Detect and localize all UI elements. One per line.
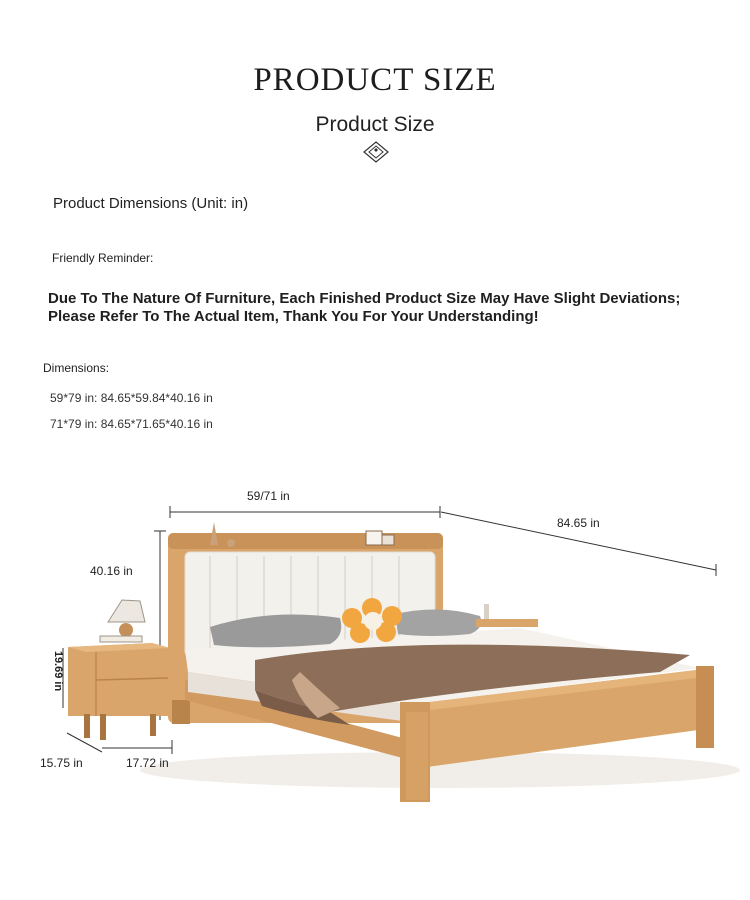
diamond-ornament-icon — [363, 141, 389, 163]
bed-illustration — [0, 470, 750, 820]
dimension-row-71x79: 71*79 in: 84.65*71.65*40.16 in — [50, 417, 213, 431]
reminder-label: Friendly Reminder: — [52, 251, 154, 265]
nightstand-depth-label: 15.75 in — [40, 756, 83, 770]
reminder-text: Due To The Nature Of Furniture, Each Finished Product Size May Have Slight Deviations; Please Refer To The Actual Item, Thank You For Your Understanding! — [48, 290, 681, 325]
page-subtitle: Product Size — [315, 113, 435, 136]
nightstand-height-label: 19.69 in — [52, 650, 65, 692]
bed-width-label: 59/71 in — [247, 489, 290, 503]
dimensions-heading: Product Dimensions (Unit: in) — [53, 195, 249, 212]
bed-height-label: 40.16 in — [90, 564, 133, 578]
bed-length-label: 84.65 in — [557, 516, 600, 530]
nightstand-width-label: 17.72 in — [126, 756, 169, 770]
dimension-row-59x79: 59*79 in: 84.65*59.84*40.16 in — [50, 391, 213, 405]
nightstand — [68, 600, 170, 740]
page-title: PRODUCT SIZE — [253, 62, 497, 98]
dimensions-label: Dimensions: — [43, 361, 110, 375]
